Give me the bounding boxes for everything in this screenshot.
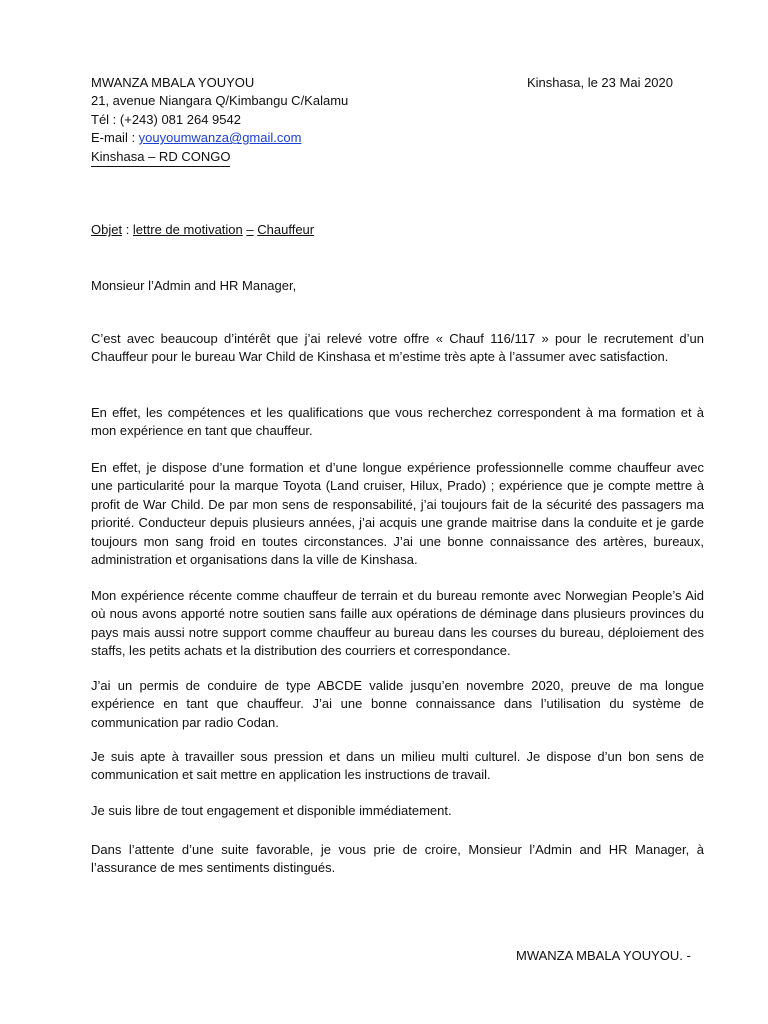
paragraph-5: J’ai un permis de conduire de type ABCDE valide jusqu’en novembre 2020, preuve de ma longue expérience en tant que chauffeur. J’ai une bonne connaissance dans l’utilisation du système de communication par radio Codan. xyxy=(91,678,704,730)
paragraph-2: En effet, les compétences et les qualifications que vous recherchez correspondent à ma formation et à mon expérience en tant que chauffeur. xyxy=(91,405,704,439)
sender-phone: Tél : (+243) 081 264 9542 xyxy=(91,111,241,127)
signature: MWANZA MBALA YOUYOU. - xyxy=(516,948,691,963)
paragraph-4: Mon expérience récente comme chauffeur de terrain et du bureau remonte avec Norwegian People’s Aid où nous avons apporté notre soutien sans faille aux opérations de déminage dans plusieurs provinces du pays mais aussi notre support comme chauffeur au bureau dans les courses du bureau, déploiement des staffs, les petits achats et la distribution des courriers et correspondance. xyxy=(91,588,704,659)
subject-dash: – xyxy=(246,222,254,237)
sender-address: 21, avenue Niangara Q/Kimbangu C/Kalamu xyxy=(91,93,349,109)
subject-text: lettre de motivation xyxy=(132,222,243,237)
subject-separator: : xyxy=(122,222,133,237)
paragraph-8: Dans l’attente d’une suite favorable, je vous prie de croire, Monsieur l’Admin and HR Manager, à l’assurance de mes sentiments distingués. xyxy=(91,842,704,876)
sender-email-label: E-mail : xyxy=(91,130,139,146)
paragraph-7: Je suis libre de tout engagement et disponible immédiatement. xyxy=(91,803,452,818)
paragraph-1: C’est avec beaucoup d’intérêt que j’ai relevé votre offre « Chauf 116/117 » pour le recrutement d’un Chauffeur pour le bureau War Child de Kinshasa et m’estime très apte à l’assumer avec satisfaction. xyxy=(91,331,704,365)
sender-email-line xyxy=(91,129,431,147)
paragraph-6: Je suis apte à travailler sous pression et dans un milieu multi culturel. Je dispose d’un bon sens de communication et sait mettre en application les instructions de travail. xyxy=(91,749,704,783)
sender-block xyxy=(91,74,431,167)
sender-city-country: Kinshasa – RD CONGO xyxy=(91,148,230,167)
sender-email-link[interactable]: youyoumwanza@gmail.com xyxy=(138,130,302,146)
salutation: Monsieur l’Admin and HR Manager, xyxy=(91,278,297,293)
subject-label: Objet xyxy=(91,222,123,237)
subject-line xyxy=(91,221,314,239)
sender-name: MWANZA MBALA YOUYOU xyxy=(91,75,255,90)
date-place: Kinshasa, le 23 Mai 2020 xyxy=(527,75,673,90)
paragraph-3: En effet, je dispose d’une formation et d’une longue expérience professionnelle comme chauffeur avec une particularité pour la marque Toyota (Land cruiser, Hilux, Prado) ; expérience que je compte mettre à profit de War Child. De par mon sens de responsabilité, j’ai toujours fait de la sécurité des passagers ma priorité. Conducteur depuis plusieurs années, j’ai acquis une grande maitrise dans la conduite et je garde toujours mon sang froid en toutes circonstances. J’ai une bonne connaissance des artères, bureaux, administration et organisations dans la ville de Kinshasa. xyxy=(91,460,704,568)
subject-role: Chauffeur xyxy=(257,222,315,237)
